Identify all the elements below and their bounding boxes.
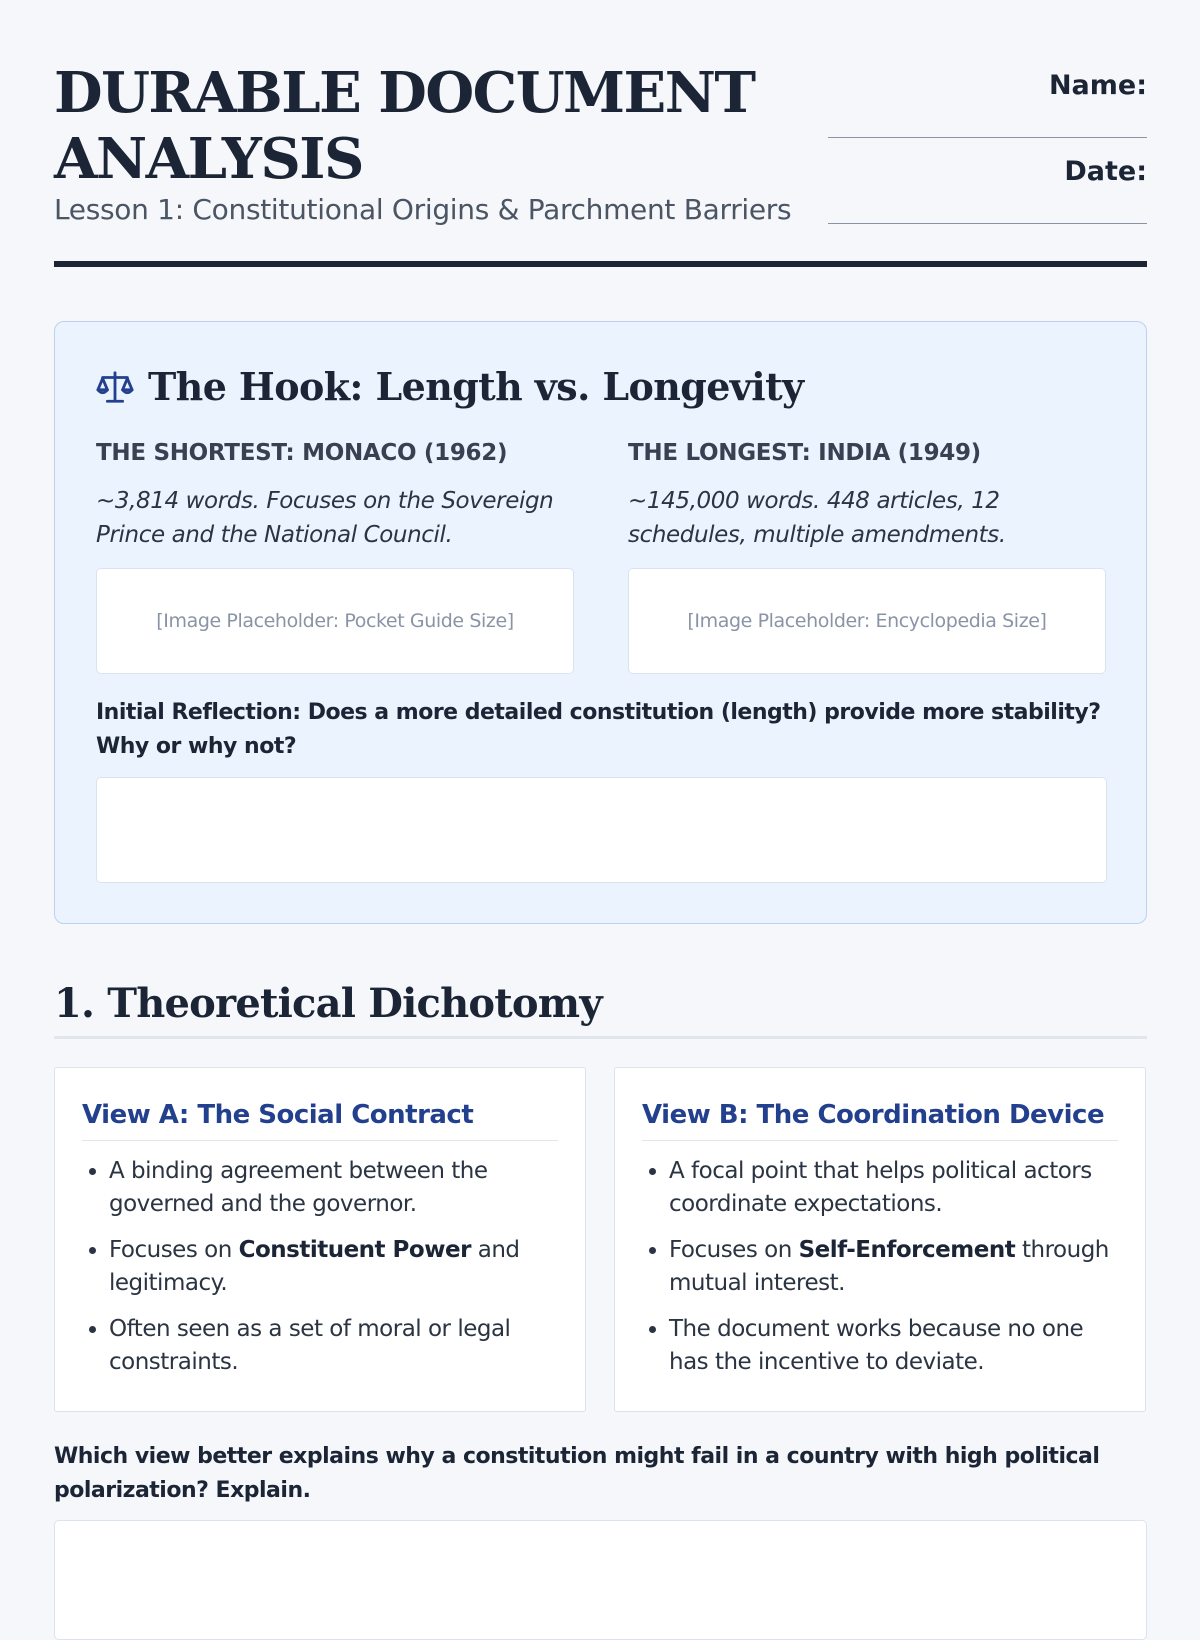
shortest-constitution (96, 440, 574, 674)
pocket-guide-image-placeholder: [Image Placeholder: Pocket Guide Size] (96, 568, 574, 674)
view-b-list (642, 1155, 1118, 1379)
reflection-prompt: Initial Reflection: Does a more detailed constitution (length) provide more stability? Why or why not? (96, 700, 1101, 759)
section-divider (54, 1036, 1147, 1039)
list-item: • A binding agreement between the governed and the governor. (109, 1155, 558, 1221)
lesson-subtitle: Lesson 1: Constitutional Origins & Parchment Barriers (54, 193, 792, 226)
shortest-heading: THE SHORTEST: MONACO (1962) (96, 440, 508, 466)
scale-icon (96, 368, 134, 406)
hook-box (54, 321, 1147, 924)
list-item: • Focuses on Constituent Power and legitimacy. (109, 1234, 558, 1300)
list-item: • The document works because no one has the incentive to deviate. (669, 1313, 1118, 1379)
view-a-list (82, 1155, 558, 1379)
list-item: • Often seen as a set of moral or legal constraints. (109, 1313, 558, 1379)
worksheet-header (54, 0, 1147, 268)
list-item: • A focal point that helps political actors coordinate expectations. (669, 1155, 1118, 1221)
longest-heading: THE LONGEST: INDIA (1949) (628, 440, 981, 466)
view-b-title: View B: The Coordination Device (642, 1100, 1118, 1141)
view-b-card (614, 1067, 1146, 1412)
worksheet-page (54, 0, 1147, 1503)
header-divider (54, 261, 1147, 267)
date-field[interactable] (828, 156, 1147, 224)
view-a-card (54, 1067, 586, 1412)
hook-title: The Hook: Length vs. Longevity (148, 364, 804, 409)
date-label: Date: (1064, 156, 1147, 187)
reflection-answer-box[interactable] (96, 777, 1107, 883)
polarization-question: Which view better explains why a constitution might fail in a country with high political polarization? Explain. (54, 1444, 1100, 1503)
name-label: Name: (1048, 70, 1147, 101)
view-a-title: View A: The Social Contract (82, 1100, 558, 1141)
page-title: DURABLE DOCUMENT ANALYSIS (54, 60, 755, 192)
section-title: 1. Theoretical Dichotomy (54, 980, 602, 1027)
encyclopedia-image-placeholder: [Image Placeholder: Encyclopedia Size] (628, 568, 1106, 674)
hook-heading (96, 364, 804, 409)
name-field[interactable] (828, 70, 1147, 138)
longest-constitution (628, 440, 1106, 674)
polarization-answer-box[interactable] (54, 1520, 1147, 1640)
longest-description: ~145,000 words. 448 articles, 12 schedules, multiple amendments. (628, 488, 1006, 548)
list-item: • Focuses on Self-Enforcement through mutual interest. (669, 1234, 1118, 1300)
shortest-description: ~3,814 words. Focuses on the Sovereign Prince and the National Council. (96, 488, 554, 548)
